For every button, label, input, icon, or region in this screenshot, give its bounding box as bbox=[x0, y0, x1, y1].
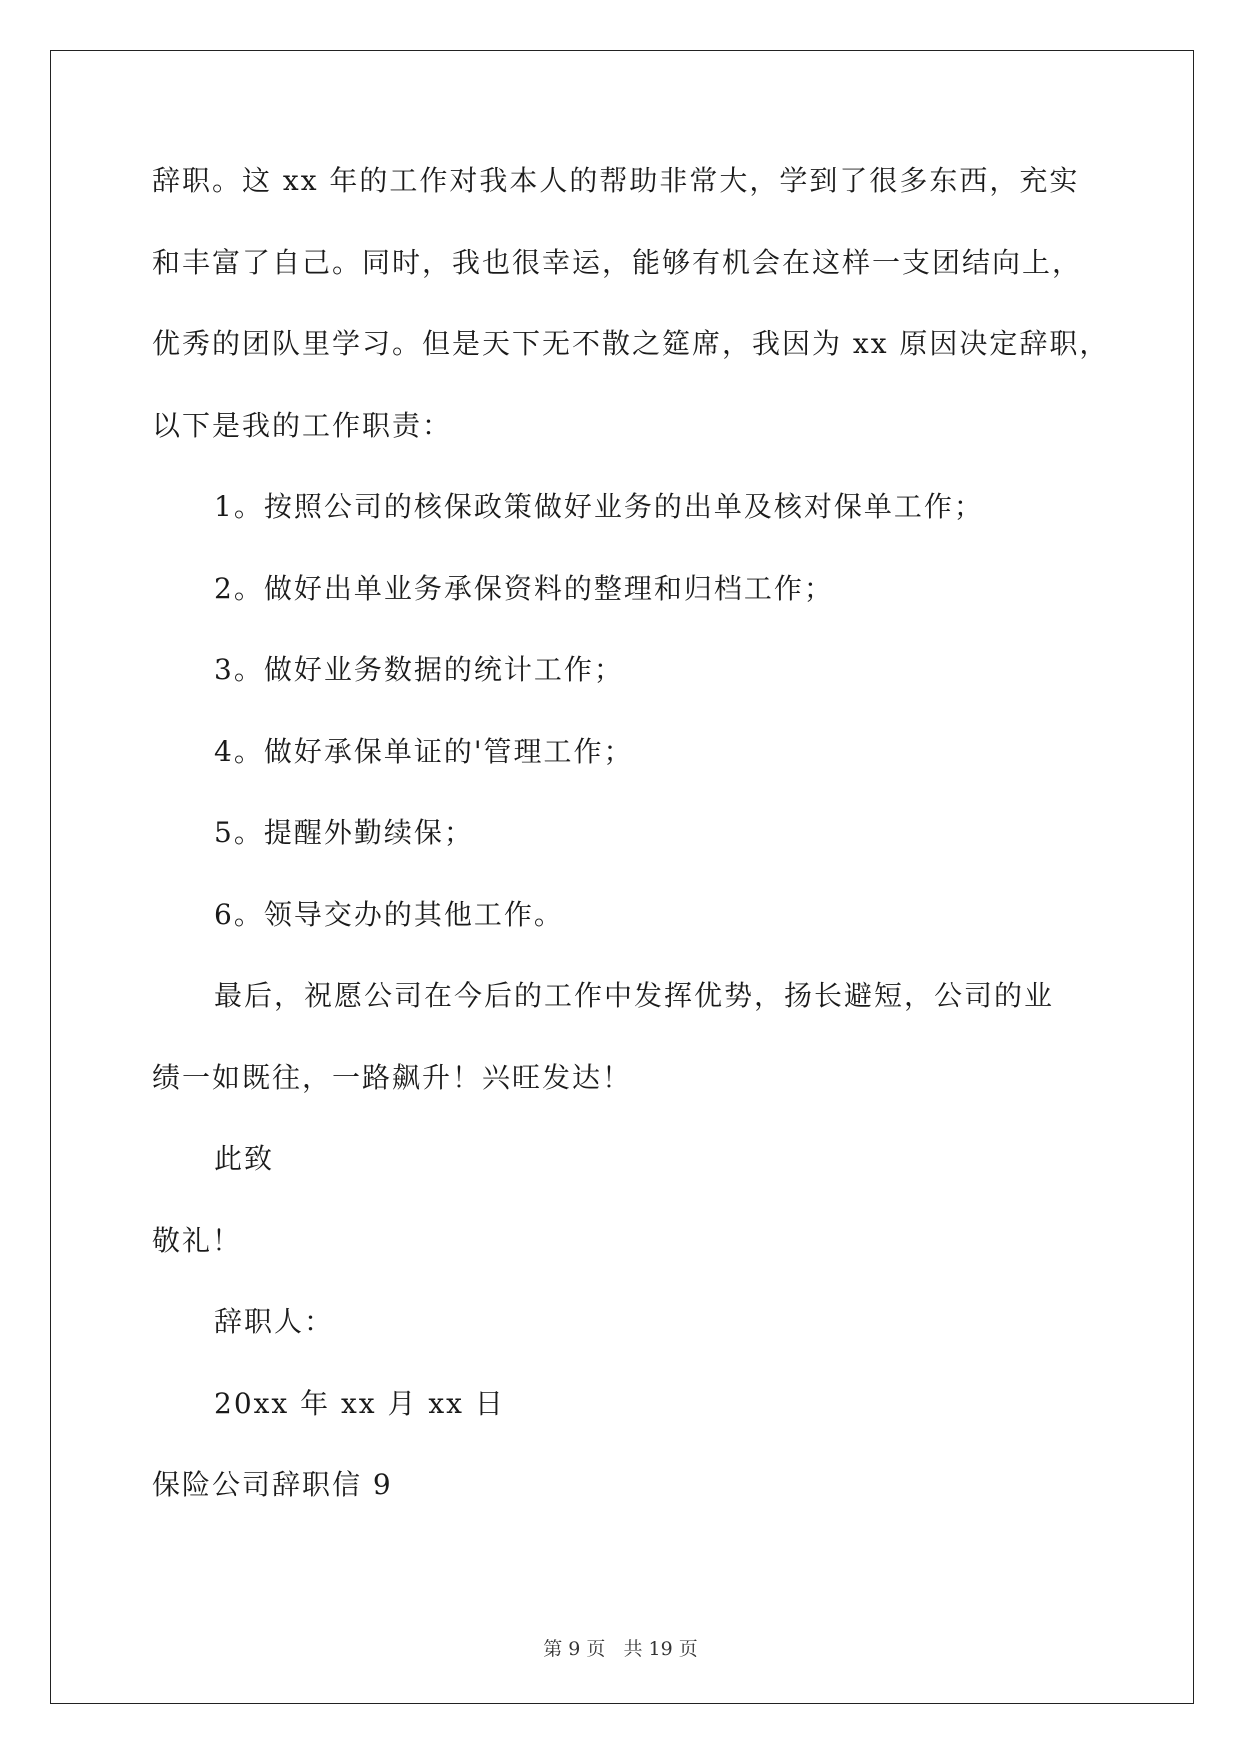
letter-body bbox=[152, 164, 1110, 1552]
duties-intro-line: 以下是我的工作职责： bbox=[152, 408, 453, 442]
page-number-footer: 第 9 页 共 19 页 bbox=[543, 1638, 698, 1660]
duty-item-6: 6。领导交办的其他工作。 bbox=[214, 897, 564, 931]
duty-item-5: 5。提醒外勤续保； bbox=[214, 816, 474, 849]
signature-date: 20xx 年 xx 月 xx 日 bbox=[214, 1386, 505, 1420]
closing-wish-line-1: 最后，祝愿公司在今后的工作中发挥优势，扬长避短，公司的业 bbox=[214, 979, 1055, 1012]
signature-label: 辞职人： bbox=[214, 1305, 335, 1338]
salutation-jingli: 敬礼！ bbox=[152, 1223, 243, 1257]
duty-item-4: 4。做好承保单证的'管理工作； bbox=[214, 734, 634, 768]
text-line-3: 优秀的团队里学习。但是天下无不散之筵席，我因为 xx 原因决定辞职， bbox=[152, 327, 1110, 360]
duty-item-3: 3。做好业务数据的统计工作； bbox=[214, 653, 624, 686]
next-section-heading: 保险公司辞职信 9 bbox=[152, 1468, 393, 1501]
text-line-1: 辞职。这 xx 年的工作对我本人的帮助非常大，学到了很多东西，充实 bbox=[152, 164, 1080, 197]
text-line-2: 和丰富了自己。同时，我也很幸运，能够有机会在这样一支团结向上， bbox=[152, 245, 1083, 279]
closing-wish-line-2: 绩一如既往，一路飙升！兴旺发达！ bbox=[152, 1060, 633, 1094]
salutation-cizhi: 此致 bbox=[214, 1142, 275, 1175]
duty-item-2: 2。做好出单业务承保资料的整理和归档工作； bbox=[214, 571, 834, 605]
duty-item-1: 1。按照公司的核保政策做好业务的出单及核对保单工作； bbox=[214, 490, 984, 523]
